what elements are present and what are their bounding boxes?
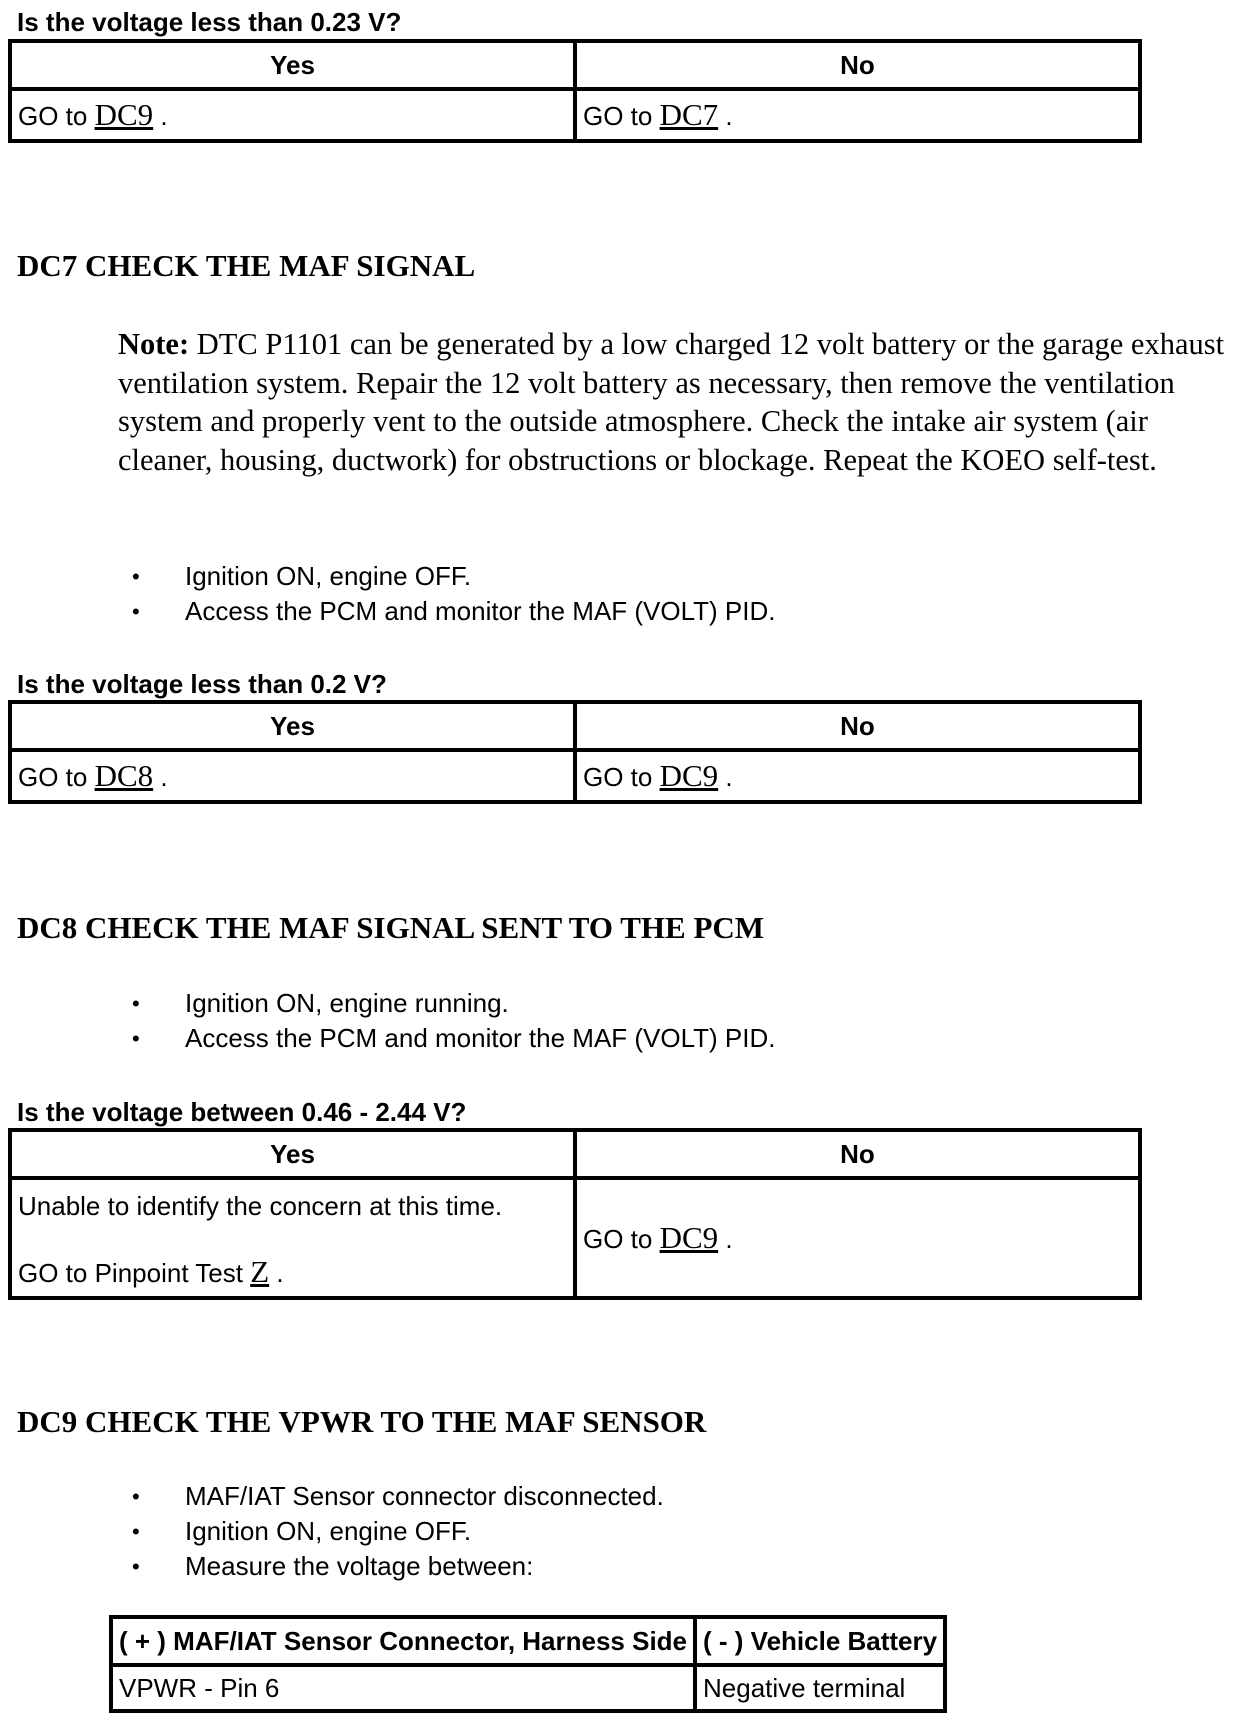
measurement-table: [109, 1615, 947, 1713]
go-to-text: GO to: [18, 101, 95, 131]
yes-no-table-q1: [8, 39, 1142, 143]
yes-cell: [10, 89, 575, 141]
yes-no-table-q3: [8, 1128, 1142, 1300]
note-label: Note:: [118, 327, 190, 361]
heading-dc7: DC7 CHECK THE MAF SIGNAL: [17, 248, 476, 283]
link-dc8[interactable]: DC8: [94, 758, 154, 793]
list-item: • Ignition ON, engine OFF.: [118, 559, 775, 594]
link-dc7[interactable]: DC7: [659, 97, 719, 132]
list-item: • Access the PCM and monitor the MAF (VOLT) PID.: [118, 1021, 775, 1056]
link-dc9[interactable]: DC9: [659, 758, 719, 793]
period: .: [718, 762, 733, 792]
question-q1: Is the voltage less than 0.23 V?: [17, 7, 402, 37]
list-item: • Ignition ON, engine running.: [118, 986, 775, 1021]
minus-value: Negative terminal: [695, 1665, 945, 1711]
plus-value: VPWR - Pin 6: [111, 1665, 695, 1711]
yes-cell: [10, 1178, 575, 1298]
period: .: [718, 1224, 733, 1254]
minus-header: ( - ) Vehicle Battery: [695, 1617, 945, 1665]
go-to-text: GO to: [583, 1224, 660, 1254]
no-header: No: [575, 41, 1140, 89]
list-item: • Measure the voltage between:: [118, 1549, 664, 1584]
yes-header: Yes: [10, 702, 575, 750]
period: .: [153, 101, 168, 131]
period: .: [269, 1257, 284, 1288]
yes-header: Yes: [10, 41, 575, 89]
link-dc9[interactable]: DC9: [94, 97, 154, 132]
note-paragraph: [118, 325, 1238, 479]
question-q3: Is the voltage between 0.46 - 2.44 V?: [17, 1097, 467, 1127]
no-cell: [575, 750, 1140, 802]
note-text: DTC P1101 can be generated by a low charged 12 volt battery or the garage exhaust ventilation system. Repair the 12 volt battery as necessary, then remove the ventilation system and properly vent to the outside atmosphere. Check the intake air system (air cleaner, housing, ductwork) for obstructions or blockage. Repeat the KOEO self-test.: [118, 327, 1225, 477]
heading-dc8: DC8 CHECK THE MAF SIGNAL SENT TO THE PCM: [17, 910, 765, 945]
bullet-list-dc9: [118, 1479, 664, 1584]
go-to-text: GO to: [583, 101, 660, 131]
go-to-text: GO to Pinpoint Test: [18, 1257, 251, 1288]
yes-line-1: Unable to identify the concern at this time.: [18, 1190, 503, 1221]
link-z[interactable]: Z: [250, 1253, 270, 1289]
heading-dc9: DC9 CHECK THE VPWR TO THE MAF SENSOR: [17, 1404, 707, 1439]
go-to-text: GO to: [583, 762, 660, 792]
bullet-list-dc8: [118, 986, 775, 1056]
yes-line-2: [18, 1253, 567, 1289]
period: .: [153, 762, 168, 792]
list-item: • Ignition ON, engine OFF.: [118, 1514, 664, 1549]
yes-no-table-q2: [8, 700, 1142, 804]
period: .: [718, 101, 733, 131]
no-cell: [575, 1178, 1140, 1298]
list-item: • Access the PCM and monitor the MAF (VOLT) PID.: [118, 594, 775, 629]
yes-header: Yes: [10, 1130, 575, 1178]
plus-header: ( + ) MAF/IAT Sensor Connector, Harness Side: [111, 1617, 695, 1665]
no-header: No: [575, 702, 1140, 750]
no-cell: [575, 89, 1140, 141]
bullet-list-dc7: [118, 559, 775, 629]
link-dc9[interactable]: DC9: [659, 1220, 719, 1255]
yes-cell: [10, 750, 575, 802]
no-header: No: [575, 1130, 1140, 1178]
question-q2: Is the voltage less than 0.2 V?: [17, 669, 387, 699]
list-item: • MAF/IAT Sensor connector disconnected.: [118, 1479, 664, 1514]
go-to-text: GO to: [18, 762, 95, 792]
